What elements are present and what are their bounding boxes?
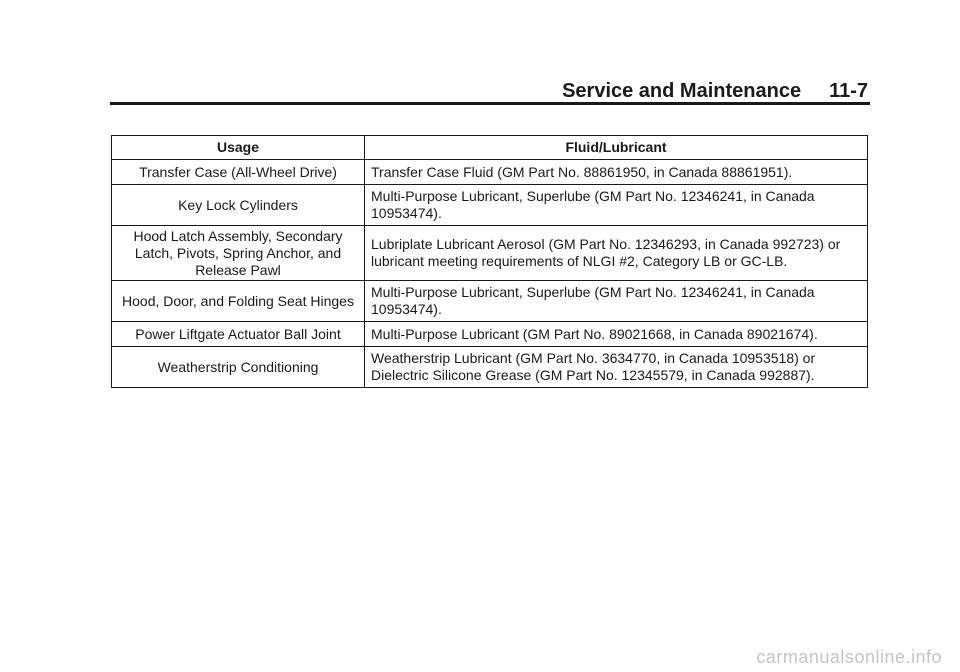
- header-rule: [110, 102, 870, 105]
- section-title: Service and Maintenance: [562, 80, 802, 102]
- fluid-cell: Transfer Case Fluid (GM Part No. 88861950, in Canada 88861951).: [365, 160, 868, 185]
- usage-cell: Key Lock Cylinders: [112, 185, 365, 226]
- column-header-fluid: Fluid/Lubricant: [365, 136, 868, 160]
- column-header-usage: Usage: [112, 136, 365, 160]
- table-row: [112, 281, 868, 322]
- watermark: carmanualsonline.info: [756, 647, 942, 667]
- fluid-cell: Weatherstrip Lubricant (GM Part No. 3634770, in Canada 10953518) or Dielectric Silicone Grease (GM Part No. 12345579, in Canada 992887).: [365, 347, 868, 388]
- fluid-cell: Multi-Purpose Lubricant (GM Part No. 89021668, in Canada 89021674).: [365, 322, 868, 347]
- usage-cell: Hood Latch Assembly, Secondary Latch, Pivots, Spring Anchor, and Release Pawl: [112, 226, 365, 281]
- table-header-row: [112, 136, 868, 160]
- table-row: [112, 226, 868, 281]
- usage-cell: Power Liftgate Actuator Ball Joint: [112, 322, 365, 347]
- table-row: [112, 322, 868, 347]
- usage-cell: Weatherstrip Conditioning: [112, 347, 365, 388]
- lubricant-table: [111, 135, 868, 388]
- fluid-cell: Multi-Purpose Lubricant, Superlube (GM Part No. 12346241, in Canada 10953474).: [365, 281, 868, 322]
- usage-cell: Hood, Door, and Folding Seat Hinges: [112, 281, 365, 322]
- usage-cell: Transfer Case (All-Wheel Drive): [112, 160, 365, 185]
- table-row: [112, 160, 868, 185]
- table-row: [112, 185, 868, 226]
- fluid-cell: Multi-Purpose Lubricant, Superlube (GM Part No. 12346241, in Canada 10953474).: [365, 185, 868, 226]
- page-number: 11-7: [829, 80, 868, 102]
- fluid-cell: Lubriplate Lubricant Aerosol (GM Part No. 12346293, in Canada 992723) or lubricant meeting requirements of NLGI #2, Category LB or GC-LB.: [365, 226, 868, 281]
- table-row: [112, 347, 868, 388]
